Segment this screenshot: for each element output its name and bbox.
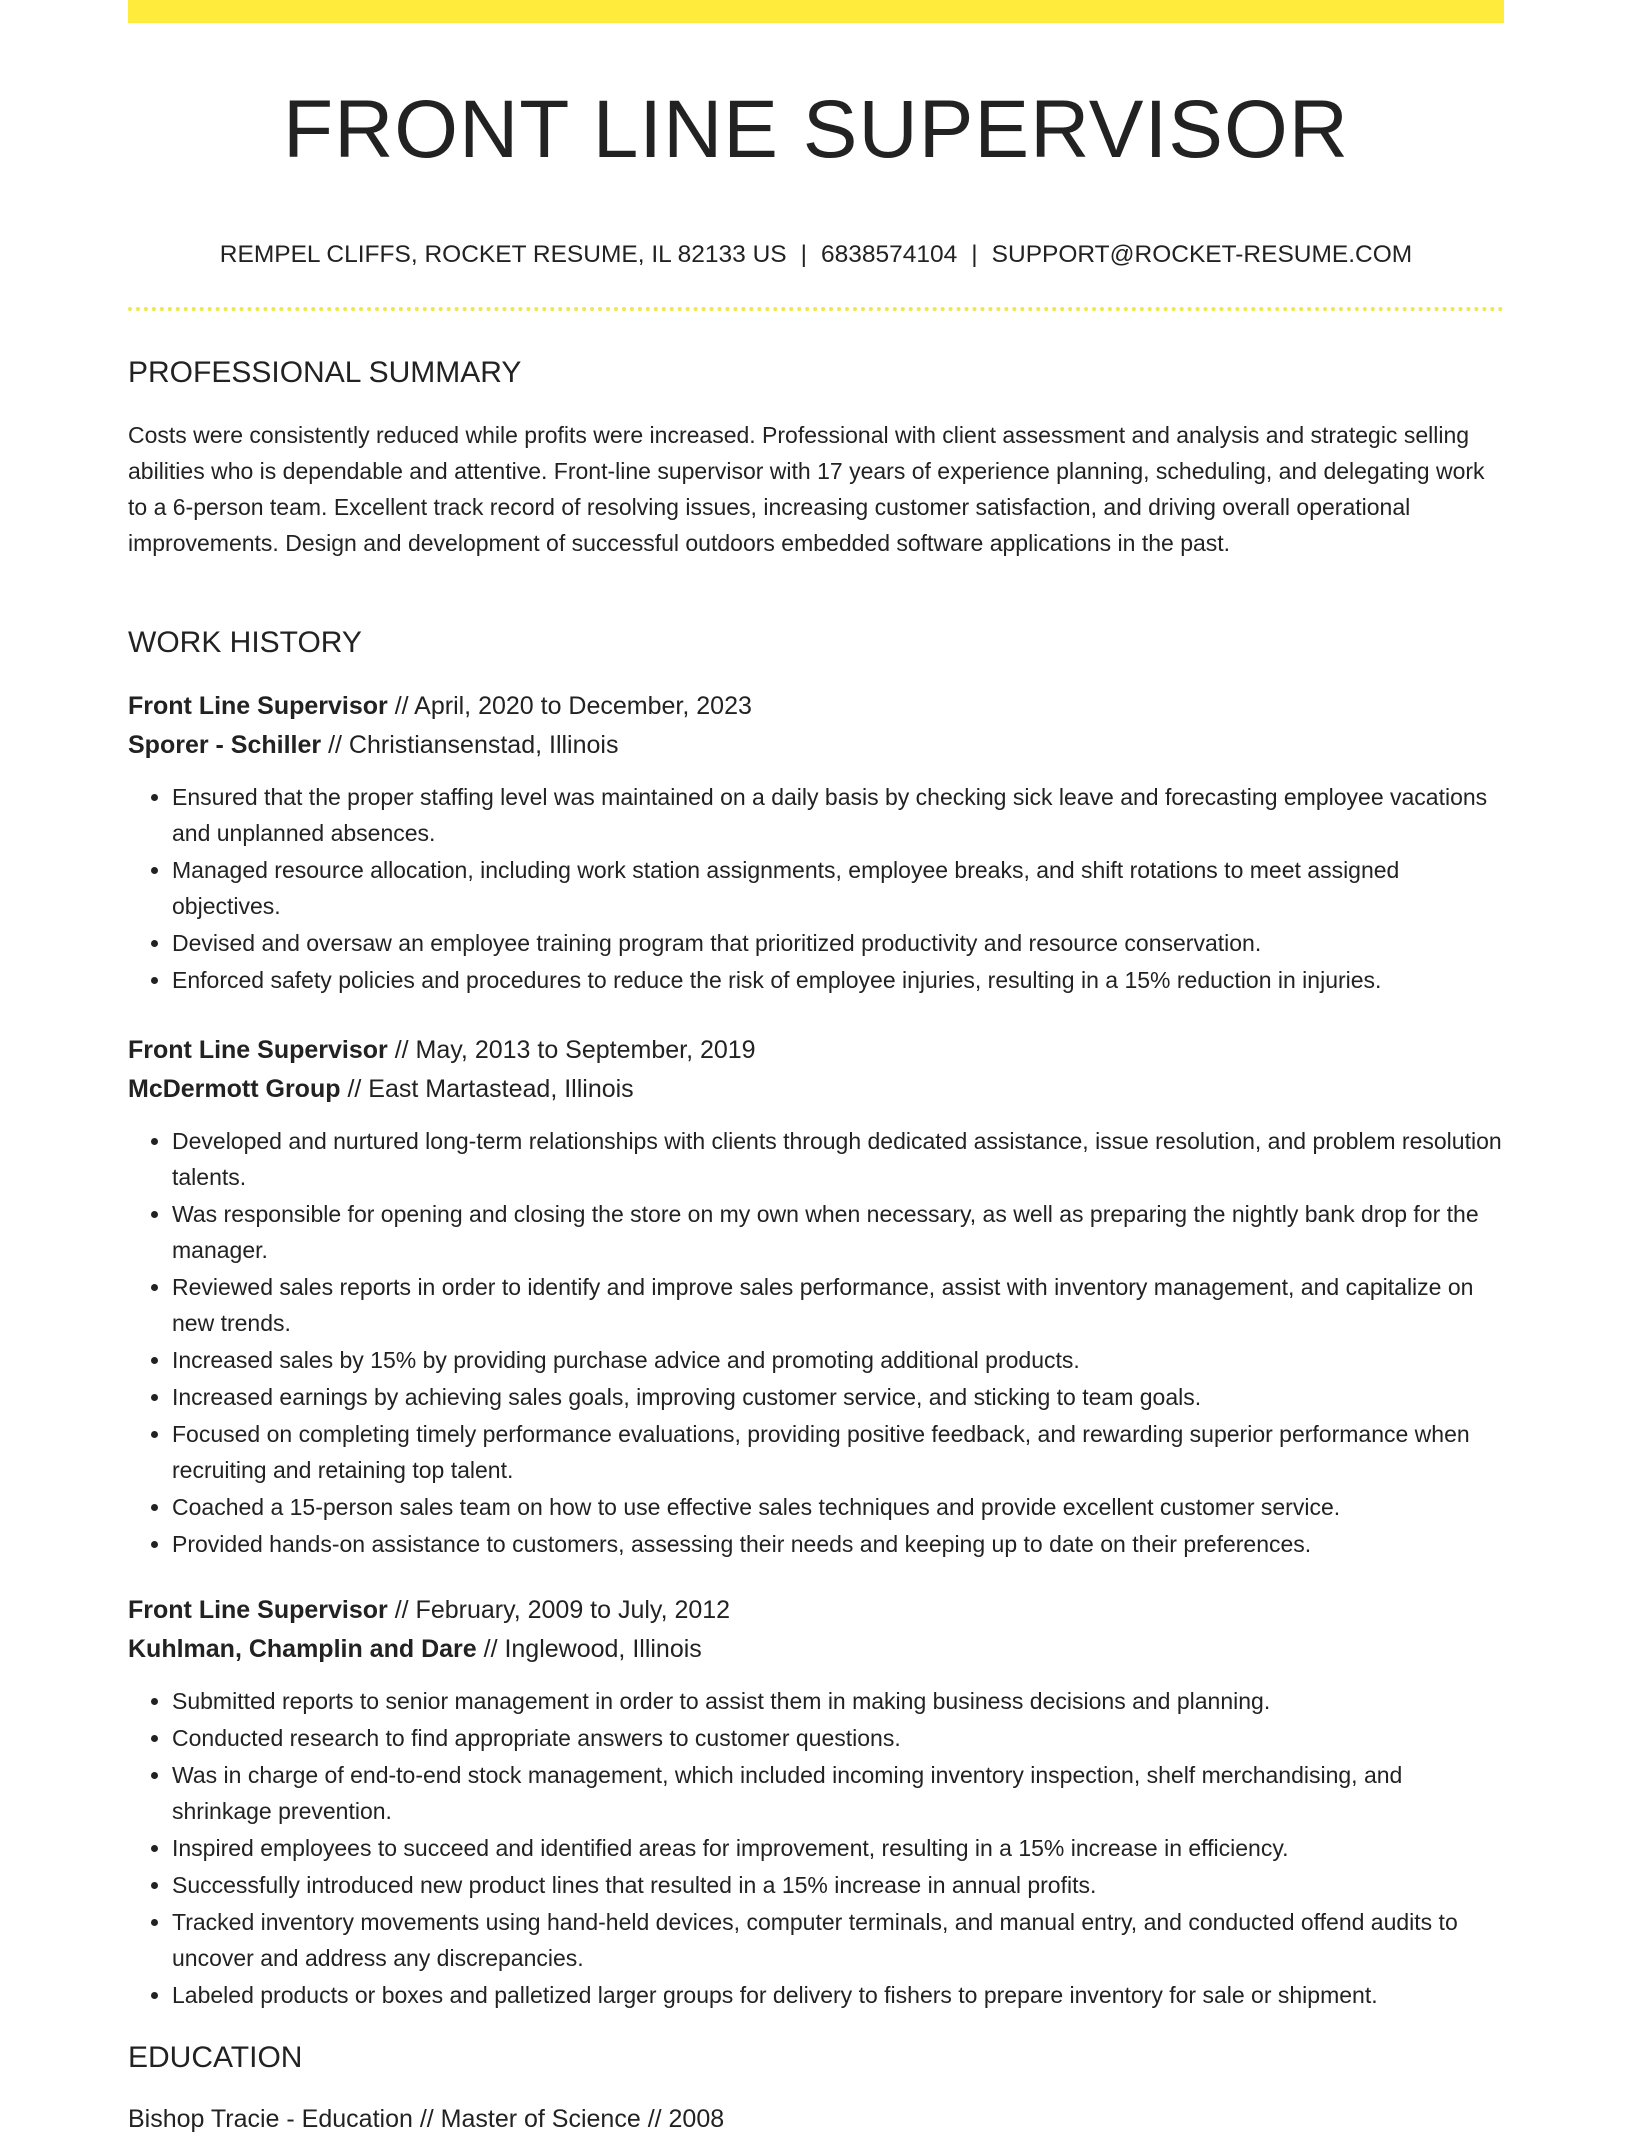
job-company: Sporer - Schiller	[128, 731, 322, 759]
candidate-name: FRONT LINE SUPERVISOR	[283, 84, 1349, 175]
job-title: Front Line Supervisor	[128, 1036, 388, 1064]
job-location: // East Martastead, Illinois	[340, 1075, 634, 1103]
job-bullet: • Ensured that the proper staffing level was maintained on a daily basis by checking sick leave and forecasting employee vacations and unplanned absences.	[172, 779, 1504, 851]
resume-page	[128, 0, 1504, 2133]
summary-text: Costs were consistently reduced while profits were increased. Professional with client assessment and analysis and strategic selling abilities who is dependable and attentive. Front-line supervisor with 17 years of experience planning, scheduling, and delegating work to a 6-person team. Excellent track record of resolving issues, increasing customer satisfaction, and driving overall operational improvements. Design and development of successful outdoors embedded software applications in the past.	[128, 422, 1485, 556]
job-bullet: • Conducted research to find appropriate answers to customer questions.	[172, 1720, 1504, 1756]
job-bullet: • Devised and oversaw an employee training program that prioritized productivity and resource conservation.	[172, 925, 1504, 961]
job-bullet: • Labeled products or boxes and palletized larger groups for delivery to fishers to prepare inventory for sale or shipment.	[172, 1977, 1504, 2013]
education-heading: EDUCATION	[128, 2041, 303, 2074]
job-location: // Christiansenstad, Illinois	[321, 731, 619, 759]
contact-phone: 6838574104	[821, 241, 958, 268]
job-company-line	[128, 726, 1504, 765]
contact-separator: |	[971, 241, 978, 268]
job-bullet: • Developed and nurtured long-term relationships with clients through dedicated assistance, issue resolution, and problem resolution talents.	[172, 1123, 1504, 1195]
job-company-line	[128, 1070, 1504, 1109]
job-bullets	[128, 1683, 1504, 2013]
contact-address: REMPEL CLIFFS, ROCKET RESUME, IL 82133 US	[219, 241, 787, 268]
education-entry: Bishop Tracie - Education // Master of Science // 2008	[128, 2105, 725, 2133]
job-company: McDermott Group	[128, 1075, 341, 1103]
job-entry	[128, 1591, 1504, 2014]
job-company-line	[128, 1630, 1504, 1669]
job-bullet: • Tracked inventory movements using hand-held devices, computer terminals, and manual entry, and conducted offend audits to uncover and address any discrepancies.	[172, 1904, 1504, 1976]
job-bullet: • Inspired employees to succeed and identified areas for improvement, resulting in a 15% increase in efficiency.	[172, 1830, 1504, 1866]
job-bullet: • Was responsible for opening and closing the store on my own when necessary, as well as preparing the nightly bank drop for the manager.	[172, 1196, 1504, 1268]
job-dates: // February, 2009 to July, 2012	[387, 1596, 731, 1624]
summary-heading: PROFESSIONAL SUMMARY	[128, 356, 522, 389]
job-bullet: • Submitted reports to senior management in order to assist them in making business decisions and planning.	[172, 1683, 1504, 1719]
job-entry	[128, 1031, 1504, 1563]
job-entry	[128, 687, 1504, 999]
job-bullets	[128, 1123, 1504, 1562]
job-bullet: • Increased earnings by achieving sales goals, improving customer service, and sticking to team goals.	[172, 1379, 1504, 1415]
job-title-line	[128, 1591, 1504, 1630]
job-bullet: • Was in charge of end-to-end stock management, which included incoming inventory inspection, shelf merchandising, and shrinkage prevention.	[172, 1757, 1504, 1829]
job-bullet: • Managed resource allocation, including work station assignments, employee breaks, and shift rotations to meet assigned objectives.	[172, 852, 1504, 924]
job-title-line	[128, 1031, 1504, 1070]
job-bullet: • Coached a 15-person sales team on how to use effective sales techniques and provide excellent customer service.	[172, 1489, 1504, 1525]
job-location: // Inglewood, Illinois	[476, 1635, 702, 1663]
job-title-line	[128, 687, 1504, 726]
job-dates: // April, 2020 to December, 2023	[387, 692, 752, 720]
job-dates: // May, 2013 to September, 2019	[387, 1036, 756, 1064]
job-bullet: • Reviewed sales reports in order to identify and improve sales performance, assist with inventory management, and capitalize on new trends.	[172, 1269, 1504, 1341]
job-bullet: • Enforced safety policies and procedures to reduce the risk of employee injuries, resulting in a 15% reduction in injuries.	[172, 962, 1504, 998]
job-company: Kuhlman, Champlin and Dare	[128, 1635, 477, 1663]
contact-separator: |	[800, 241, 808, 268]
job-bullet: • Successfully introduced new product lines that resulted in a 15% increase in annual profits.	[172, 1867, 1504, 1903]
contact-email: SUPPORT@ROCKET-RESUME.COM	[991, 241, 1413, 268]
work-history-heading: WORK HISTORY	[128, 626, 362, 659]
job-bullet: • Increased sales by 15% by providing purchase advice and promoting additional products.	[172, 1342, 1504, 1378]
top-accent-bar	[128, 0, 1504, 23]
job-title: Front Line Supervisor	[128, 692, 388, 720]
contact-line	[128, 238, 1504, 272]
job-title: Front Line Supervisor	[128, 1596, 388, 1624]
dotted-divider	[128, 307, 1504, 311]
job-bullets	[128, 779, 1504, 998]
job-bullet: • Focused on completing timely performance evaluations, providing positive feedback, and rewarding superior performance when recruiting and retaining top talent.	[172, 1416, 1504, 1488]
job-bullet: • Provided hands-on assistance to customers, assessing their needs and keeping up to date on their preferences.	[172, 1526, 1504, 1562]
